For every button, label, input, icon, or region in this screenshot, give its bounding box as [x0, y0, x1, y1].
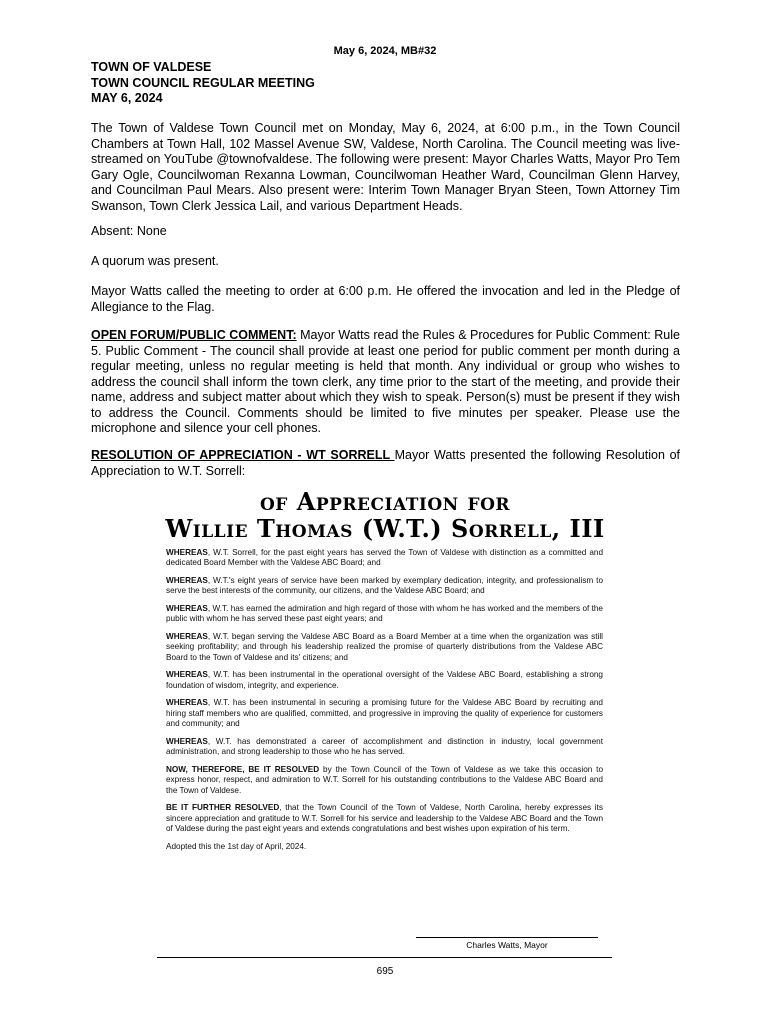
- clause-lead: WHEREAS: [166, 604, 208, 613]
- clause-lead: WHEREAS: [166, 576, 208, 585]
- open-forum-paragraph: [91, 328, 680, 437]
- clause-8: [166, 765, 603, 796]
- clause-text: , W.T. began serving the Valdese ABC Board as a Board Member at a time when the organization was still seeking profitability; and through his leadership realized the promise of quarterly distributions from the Valdese ABC Board to the Town of Valdese and its' citizens; and: [166, 632, 603, 662]
- clause-7: [166, 737, 603, 758]
- adopted-date: Adopted this the 1st day of April, 2024.: [166, 841, 307, 851]
- clause-6: [166, 698, 603, 729]
- clause-1: [166, 548, 603, 569]
- resolution-title-line1: of Appreciation for: [259, 487, 511, 516]
- quorum-text: A quorum was present.: [91, 254, 219, 268]
- resolution-heading: RESOLUTION OF APPRECIATION - WT SORRELL: [91, 448, 395, 462]
- clause-lead: BE IT FURTHER RESOLVED: [166, 803, 280, 813]
- clause-lead: WHEREAS: [166, 632, 208, 641]
- clause-text: , W.T. has been instrumental in the operational oversight of the Valdese ABC Board, establishing a strong foundation of wisdom, integrity, and experience.: [166, 670, 603, 690]
- title-town: TOWN OF VALDESE: [91, 60, 212, 74]
- resolution-title-line2: Willie Thomas (W.T.) Sorrell, III: [165, 514, 605, 543]
- intro-text: The Town of Valdese Town Council met on Monday, May 6, 2024, at 6:00 p.m., in the Town Council Chambers at Town Hall, 102 Massel Avenue SW, Valdese, North Carolina. The Council meeting was live-streamed on YouTube @townofvaldese. The following were present: Mayor Charles Watts, Mayor Pro Tem Gary Ogle, Councilwoman Rexanna Lowman, Councilwoman Heather Ward, Councilman Glenn Harvey, and Councilman Paul Mears. Also present were: Interim Town Manager Bryan Steen, Town Attorney Tim Swanson, Town Clerk Jessica Lail, and various Department Heads.: [91, 121, 680, 213]
- page-number: 695: [376, 966, 394, 977]
- clause-lead: WHEREAS: [166, 736, 208, 746]
- clause-text: , W.T.'s eight years of service have been marked by exemplary dedication, integrity, and professionalism to serve the best interests of the community, our citizens, and the Valdese ABC Board; and: [166, 576, 603, 596]
- clause-text: , W.T. has been instrumental in securing a promising future for the Valdese ABC Board by recruiting and hiring staff members who are qualified, committed, and progressive in improving the quality of experience for customers and community; and: [166, 698, 603, 729]
- resolution-intro-text: Mayor Watts presented the following Resolution of Appreciation to W.T. Sorrell:: [91, 448, 681, 478]
- signature-line: [416, 937, 598, 938]
- resolution-intro-paragraph: [91, 448, 680, 479]
- footer-rule: [157, 957, 612, 958]
- intro-paragraph: [91, 121, 680, 214]
- clause-text: by the Town Council of the Town of Valdese as we take this occasion to express honor, respect, and admiration to W.T. Sorrell for his outstanding contributions to the Valdese ABC Board and the Town of Valdese.: [166, 764, 604, 795]
- call-to-order-paragraph: [91, 284, 680, 315]
- open-forum-heading: OPEN FORUM/PUBLIC COMMENT:: [91, 328, 297, 342]
- absent-paragraph: [91, 224, 680, 240]
- clause-lead: WHEREAS: [166, 670, 208, 680]
- clause-text: , that the Town Council of the Town of Valdese, North Carolina, hereby expresses its sincere appreciation and gratitude to W.T. Sorrell for his service and leadership to the Valdese ABC Board and the Town of Valdese during the past eight years and extends congratulations and best wishes upon expiration of his term.: [166, 803, 603, 834]
- clause-text: , W.T. has earned the admiration and high regard of those with whom he has worked and the members of the public with whom he has served these past eight years; and: [166, 604, 603, 624]
- clause-lead: WHEREAS: [166, 548, 208, 557]
- clause-text: , W.T. Sorrell, for the past eight years has served the Town of Valdese with distinction as a committed and dedicated Board Member with the Valdese ABC Board; and: [166, 548, 603, 568]
- title-meeting: TOWN COUNCIL REGULAR MEETING: [91, 75, 315, 90]
- absent-text: Absent: None: [91, 224, 167, 238]
- clause-3: [166, 604, 603, 625]
- signature-name: Charles Watts, Mayor: [466, 940, 548, 950]
- clause-2: [166, 576, 603, 597]
- clause-5: [166, 670, 603, 691]
- resolution-body: [166, 548, 603, 859]
- clause-lead: NOW, THEREFORE, BE IT RESOLVED: [166, 764, 320, 774]
- meeting-title-block: [91, 60, 315, 107]
- quorum-paragraph: [91, 254, 680, 270]
- clause-text: , W.T. has demonstrated a career of accomplishment and distinction in industry, local government administration, and strong leadership to those who he has served.: [166, 736, 603, 757]
- clause-4: [166, 632, 603, 663]
- clause-lead: WHEREAS: [166, 698, 208, 708]
- clause-9: [166, 803, 603, 834]
- title-date: MAY 6, 2024: [91, 91, 163, 105]
- call-to-order-text: Mayor Watts called the meeting to order at 6:00 p.m. He offered the invocation and led in the Pledge of Allegiance to the Flag.: [91, 284, 680, 314]
- open-forum-text: Mayor Watts read the Rules & Procedures for Public Comment: Rule 5. Public Comment - The council shall provide at least one period for public comment per month during a regular meeting, unless no regular meeting is held that month. Any individual or group who wishes to address the council shall inform the town clerk, any time prior to the start of the meeting, and provide their name, address and subject matter about which they wish to speak. Person(s) must be present if they wish to address the Council. Comments should be limited to five minutes per speaker. Please use the microphone and silence your cell phones.: [91, 328, 680, 435]
- running-header: May 6, 2024, MB#32: [333, 45, 437, 57]
